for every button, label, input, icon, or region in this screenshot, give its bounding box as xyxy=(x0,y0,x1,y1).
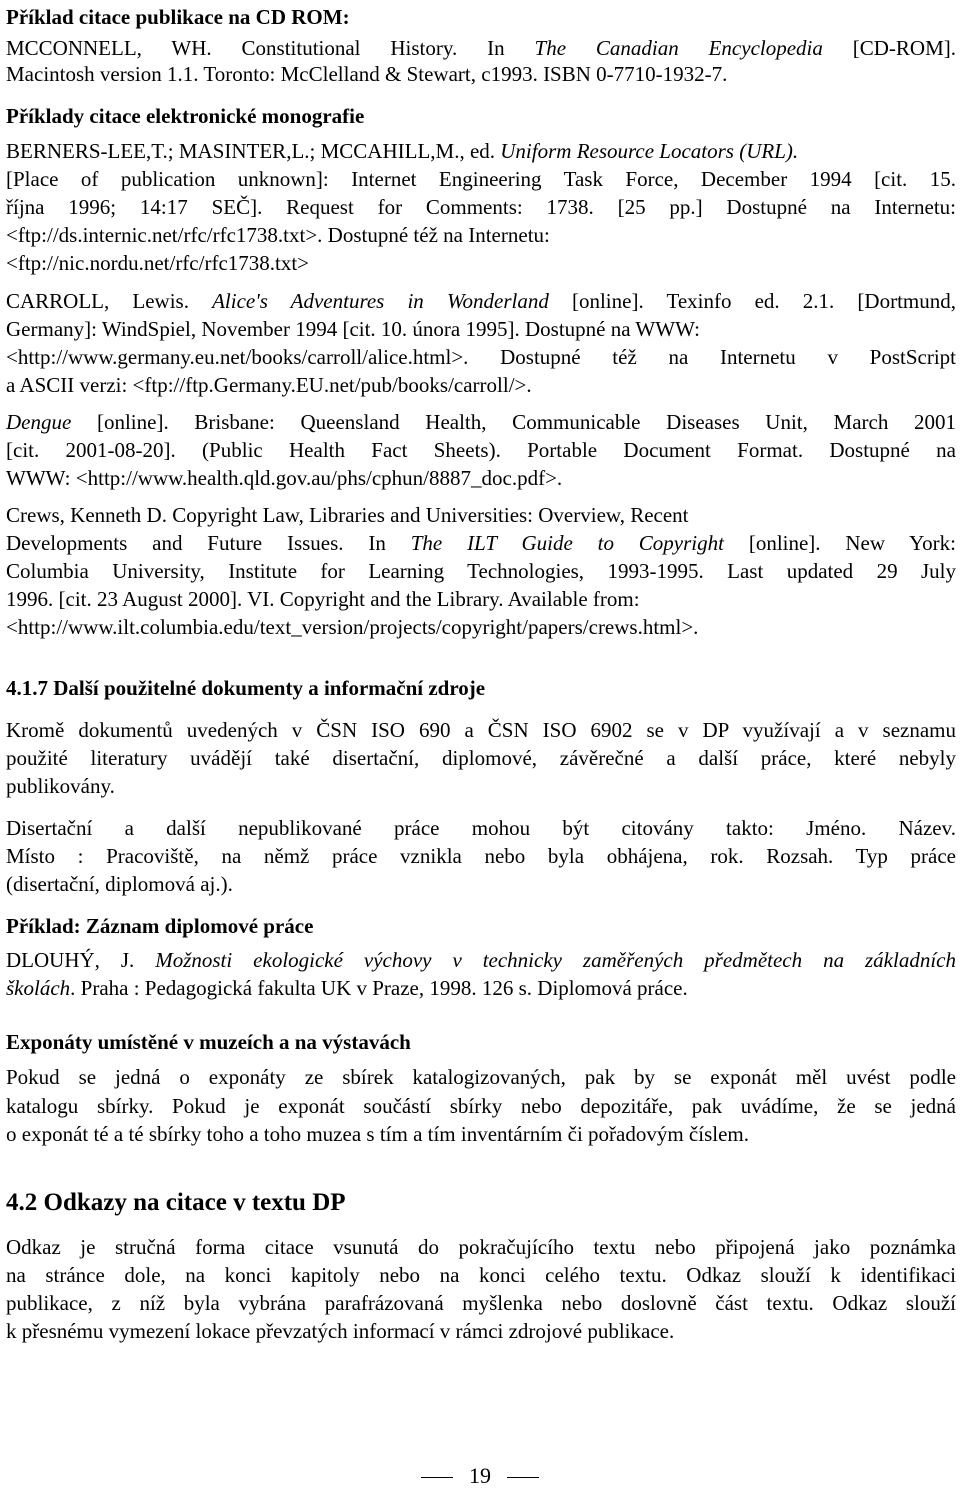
mono-ref1-line-1: BERNERS-LEE,T.; MASINTER,L.; MCCAHILL,M., ed. Uniform Resource Locators (URL). xyxy=(6,139,799,163)
footer-right-dash xyxy=(507,1477,539,1478)
sec417-para2-line-3: (disertační, diplomová aj.). xyxy=(6,872,233,896)
sec417-para1-line-1: Kromě dokumentů uvedených v ČSN ISO 690 a ČSN ISO 6902 se v DP využívají a v seznamu xyxy=(6,718,956,742)
mono-ref4-line-5: <http://www.ilt.columbia.edu/text_version/projects/copyright/papers/crews.html>. xyxy=(6,615,699,639)
mono-ref4-line-4: 1996. [cit. 23 August 2000]. VI. Copyright and the Library. Available from: xyxy=(6,587,640,611)
page-number: 19 xyxy=(469,1463,491,1488)
exhibits-para-line-2: katalogu sbírky. Pokud je exponát součástí sbírky nebo depozitáře, pak uvádíme, že se jedná xyxy=(6,1094,956,1118)
mono-ref1-line-4: <ftp://ds.internic.net/rfc/rfc1738.txt>. Dostupné též na Internetu: xyxy=(6,223,550,247)
mono-heading: Příklady citace elektronické monografie xyxy=(6,104,365,128)
footer-left-dash xyxy=(421,1477,453,1478)
exhibits-para-line-1: Pokud se jedná o exponáty ze sbírek katalogizovaných, pak by se exponát měl uvést podle xyxy=(6,1065,956,1089)
example-thesis-line-2: školách. Praha : Pedagogická fakulta UK v Praze, 1998. 126 s. Diplomová práce. xyxy=(6,976,688,1000)
sec417-para1-line-2: použité literatury uvádějí také disertační, diplomové, závěrečné a další práce, které nebyly xyxy=(6,746,956,770)
sec42-para-line-3: publikace, z níž byla vybrána parafrázovaná myšlenka nebo doslovně část textu. Odkaz slouží xyxy=(6,1291,956,1315)
mono-ref4-line-1: Crews, Kenneth D. Copyright Law, Libraries and Universities: Overview, Recent xyxy=(6,503,689,527)
sec42-para-line-1: Odkaz je stručná forma citace vsunutá do pokračujícího textu nebo připojená jako poznámka xyxy=(6,1235,956,1259)
mono-ref4-line-3: Columbia University, Institute for Learning Technologies, 1993-1995. Last updated 29 July xyxy=(6,559,956,583)
mono-ref3-line-3: WWW: <http://www.health.qld.gov.au/phs/cphun/8887_doc.pdf>. xyxy=(6,466,563,490)
mono-ref2-line-3: <http://www.germany.eu.net/books/carroll/alice.html>. Dostupné též na Internetu v PostScript xyxy=(6,345,956,369)
cdrom-citation-line-1: MCCONNELL, WH. Constitutional History. In The Canadian Encyclopedia [CD-ROM]. xyxy=(6,36,956,60)
example-thesis-heading: Příklad: Záznam diplomové práce xyxy=(6,914,314,938)
mono-ref1-line-2: [Place of publication unknown]: Internet Engineering Task Force, December 1994 [cit. 15. xyxy=(6,167,956,191)
sec42-para-line-2: na stránce dole, na konci kapitoly nebo na konci celého textu. Odkaz slouží k identifikaci xyxy=(6,1263,956,1287)
mono-ref4-line-2: Developments and Future Issues. In The ILT Guide to Copyright [online]. New York: xyxy=(6,531,956,555)
exhibits-para-line-3: o exponát té a té sbírky toho a toho muzea s tím a tím inventárním či pořadovým číslem. xyxy=(6,1122,749,1146)
mono-ref1-line-5: <ftp://nic.nordu.net/rfc/rfc1738.txt> xyxy=(6,251,310,275)
mono-ref3-line-2: [cit. 2001-08-20]. (Public Health Fact Sheets). Portable Document Format. Dostupné na xyxy=(6,438,956,462)
section-4-1-7-heading: 4.1.7 Další použitelné dokumenty a informační zdroje xyxy=(6,676,486,700)
sec42-para-line-4: k přesnému vymezení lokace převzatých informací v rámci zdrojové publikace. xyxy=(6,1319,675,1343)
mono-ref2-line-2: Germany]: WindSpiel, November 1994 [cit. 10. února 1995]. Dostupné na WWW: xyxy=(6,317,700,341)
section-4-2-heading: 4.2 Odkazy na citace v textu DP xyxy=(6,1189,346,1216)
sec417-para1-line-3: publikovány. xyxy=(6,774,115,798)
mono-ref2-line-1: CARROLL, Lewis. Alice's Adventures in Wonderland [online]. Texinfo ed. 2.1. [Dortmund, xyxy=(6,289,957,313)
mono-ref1-line-3: října 1996; 14:17 SEČ]. Request for Comments: 1738. [25 pp.] Dostupné na Internetu: xyxy=(6,195,956,219)
mono-ref2-line-4: a ASCII verzi: <ftp://ftp.Germany.EU.net/pub/books/carroll/>. xyxy=(6,373,532,397)
cdrom-citation-line-2: Macintosh version 1.1. Toronto: McClelland & Stewart, c1993. ISBN 0-7710-1932-7. xyxy=(6,62,728,86)
example-thesis-line-1: DLOUHÝ, J. Možnosti ekologické výchovy v technicky zaměřených předmětech na základních xyxy=(6,948,956,972)
page-footer xyxy=(0,1462,960,1490)
sec417-para2-line-1: Disertační a další nepublikované práce mohou být citovány takto: Jméno. Název. xyxy=(6,816,956,840)
exhibits-heading: Exponáty umístěné v muzeích a na výstavách xyxy=(6,1030,411,1054)
mono-ref3-line-1: Dengue [online]. Brisbane: Queensland Health, Communicable Diseases Unit, March 2001 xyxy=(6,410,956,434)
sec417-para2-line-2: Místo : Pracoviště, na němž práce vznikla nebo byla obhájena, rok. Rozsah. Typ práce xyxy=(6,844,956,868)
cdrom-heading: Příklad citace publikace na CD ROM: xyxy=(6,5,350,29)
